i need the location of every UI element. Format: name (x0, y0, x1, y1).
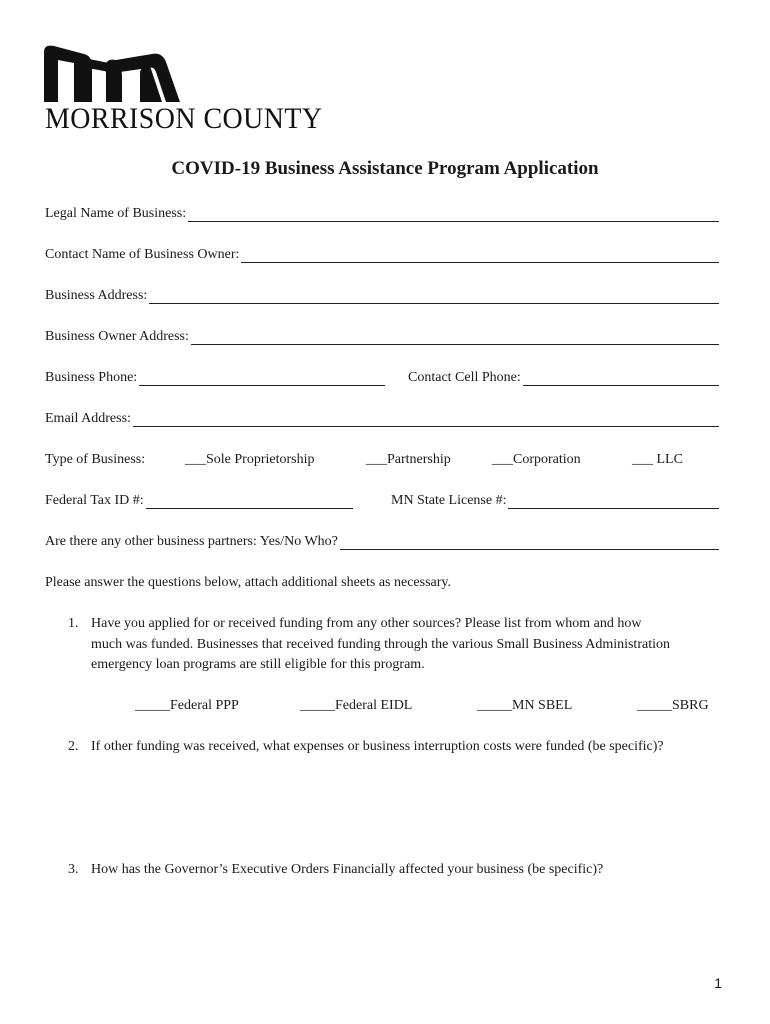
business-phone-label: Business Phone: (45, 370, 138, 385)
partners-field[interactable] (45, 534, 719, 550)
morrison-county-m-logo-icon (44, 44, 184, 102)
cell-phone-label: Contact Cell Phone: (408, 370, 521, 385)
owner-address-label: Business Owner Address: (45, 329, 189, 344)
question-3-text: How has the Governor’s Executive Orders Financially affected your business (be specific)? (91, 862, 604, 877)
instructions: Please answer the questions below, attach additional sheets as necessary. (45, 575, 451, 590)
cell-phone-blank[interactable] (523, 373, 719, 386)
org-name: MORRISON COUNTY (45, 102, 323, 135)
contact-name-blank[interactable] (241, 250, 719, 263)
business-phone-blank[interactable] (139, 373, 385, 386)
owner-address-field[interactable] (45, 329, 719, 345)
question-2-number: 2. (68, 739, 79, 754)
question-2-text: If other funding was received, what expenses or business interruption costs were funded (be specific)? (91, 739, 664, 754)
legal-name-field[interactable] (45, 206, 719, 222)
funding-mn-sbel[interactable]: _____MN SBEL (477, 698, 573, 713)
business-address-field[interactable] (45, 288, 719, 304)
option-partnership[interactable]: ___Partnership (366, 452, 451, 467)
federal-tax-field[interactable] (45, 493, 353, 509)
page-number: 1 (714, 975, 722, 991)
page-title: COVID-19 Business Assistance Program Application (171, 158, 599, 179)
option-llc[interactable]: ___ LLC (632, 452, 683, 467)
business-phone-field[interactable] (45, 370, 385, 386)
partners-label: Are there any other business partners: Yes/No Who? (45, 534, 338, 549)
mn-license-label: MN State License #: (391, 493, 507, 508)
legal-name-label: Legal Name of Business: (45, 206, 187, 221)
funding-federal-eidl[interactable]: _____Federal EIDL (300, 698, 413, 713)
question-1-number: 1. (68, 616, 79, 631)
federal-tax-label: Federal Tax ID #: (45, 493, 144, 508)
funding-sbrg[interactable]: _____SBRG (637, 698, 709, 713)
federal-tax-blank[interactable] (146, 496, 353, 509)
question-1-line-2: much was funded. Businesses that received funding through the various Small Business Administration (91, 637, 670, 652)
email-field[interactable] (45, 411, 719, 427)
partners-blank[interactable] (340, 537, 719, 550)
email-label: Email Address: (45, 411, 131, 426)
question-3-number: 3. (68, 862, 79, 877)
question-1-line-3: emergency loan programs are still eligible for this program. (91, 657, 425, 672)
mn-license-blank[interactable] (508, 496, 719, 509)
cell-phone-field[interactable] (408, 370, 719, 386)
owner-address-blank[interactable] (191, 332, 719, 345)
mn-license-field[interactable] (391, 493, 719, 509)
question-1-line-1: Have you applied for or received funding from any other sources? Please list from whom and how (91, 616, 642, 631)
business-address-label: Business Address: (45, 288, 148, 303)
email-blank[interactable] (133, 414, 719, 427)
business-type-label: Type of Business: (45, 452, 146, 467)
option-sole-proprietorship[interactable]: ___Sole Proprietorship (185, 452, 315, 467)
funding-federal-ppp[interactable]: _____Federal PPP (135, 698, 239, 713)
contact-name-field[interactable] (45, 247, 719, 263)
legal-name-blank[interactable] (188, 209, 719, 222)
contact-name-label: Contact Name of Business Owner: (45, 247, 240, 262)
business-address-blank[interactable] (149, 291, 719, 304)
option-corporation[interactable]: ___Corporation (492, 452, 581, 467)
